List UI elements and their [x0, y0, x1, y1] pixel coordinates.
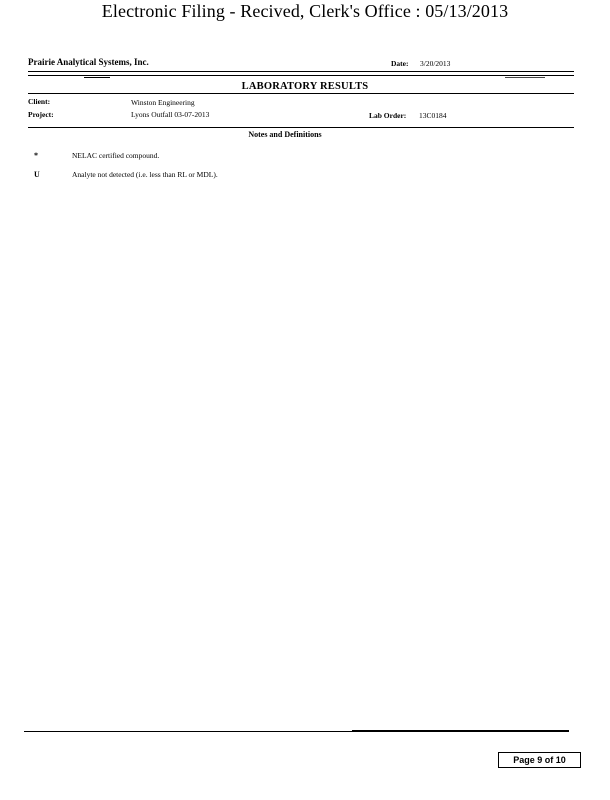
- header-divider: [28, 71, 574, 72]
- company-name: Prairie Analytical Systems, Inc.: [28, 57, 149, 67]
- definition-text: NELAC certified compound.: [72, 151, 160, 160]
- footer-divider-thick: [352, 730, 569, 732]
- project-label: Project:: [28, 110, 54, 119]
- definition-symbol: *: [34, 151, 38, 160]
- lab-order-label: Lab Order:: [369, 111, 407, 120]
- project-value: Lyons Outfall 03-07-2013: [131, 110, 210, 119]
- date-label: Date:: [391, 59, 409, 68]
- header-divider-double: [28, 75, 574, 76]
- notes-heading: Notes and Definitions: [248, 130, 322, 139]
- title-divider: [28, 93, 574, 94]
- header-divider-accent: [84, 77, 110, 78]
- date-value: 3/20/2013: [420, 59, 451, 68]
- report-title: LABORATORY RESULTS: [241, 81, 369, 92]
- header-divider-accent: [505, 77, 545, 78]
- client-value: Winston Engineering: [131, 98, 195, 107]
- definition-symbol: U: [34, 170, 40, 179]
- page-number-box: Page 9 of 10: [498, 752, 581, 768]
- client-label: Client:: [28, 97, 51, 106]
- project-divider: [28, 127, 574, 128]
- filing-stamp: Electronic Filing - Recived, Clerk's Office : 05/13/2013: [101, 1, 509, 21]
- lab-order-value: 13C0184: [419, 111, 447, 120]
- definition-text: Analyte not detected (i.e. less than RL or MDL).: [72, 170, 218, 179]
